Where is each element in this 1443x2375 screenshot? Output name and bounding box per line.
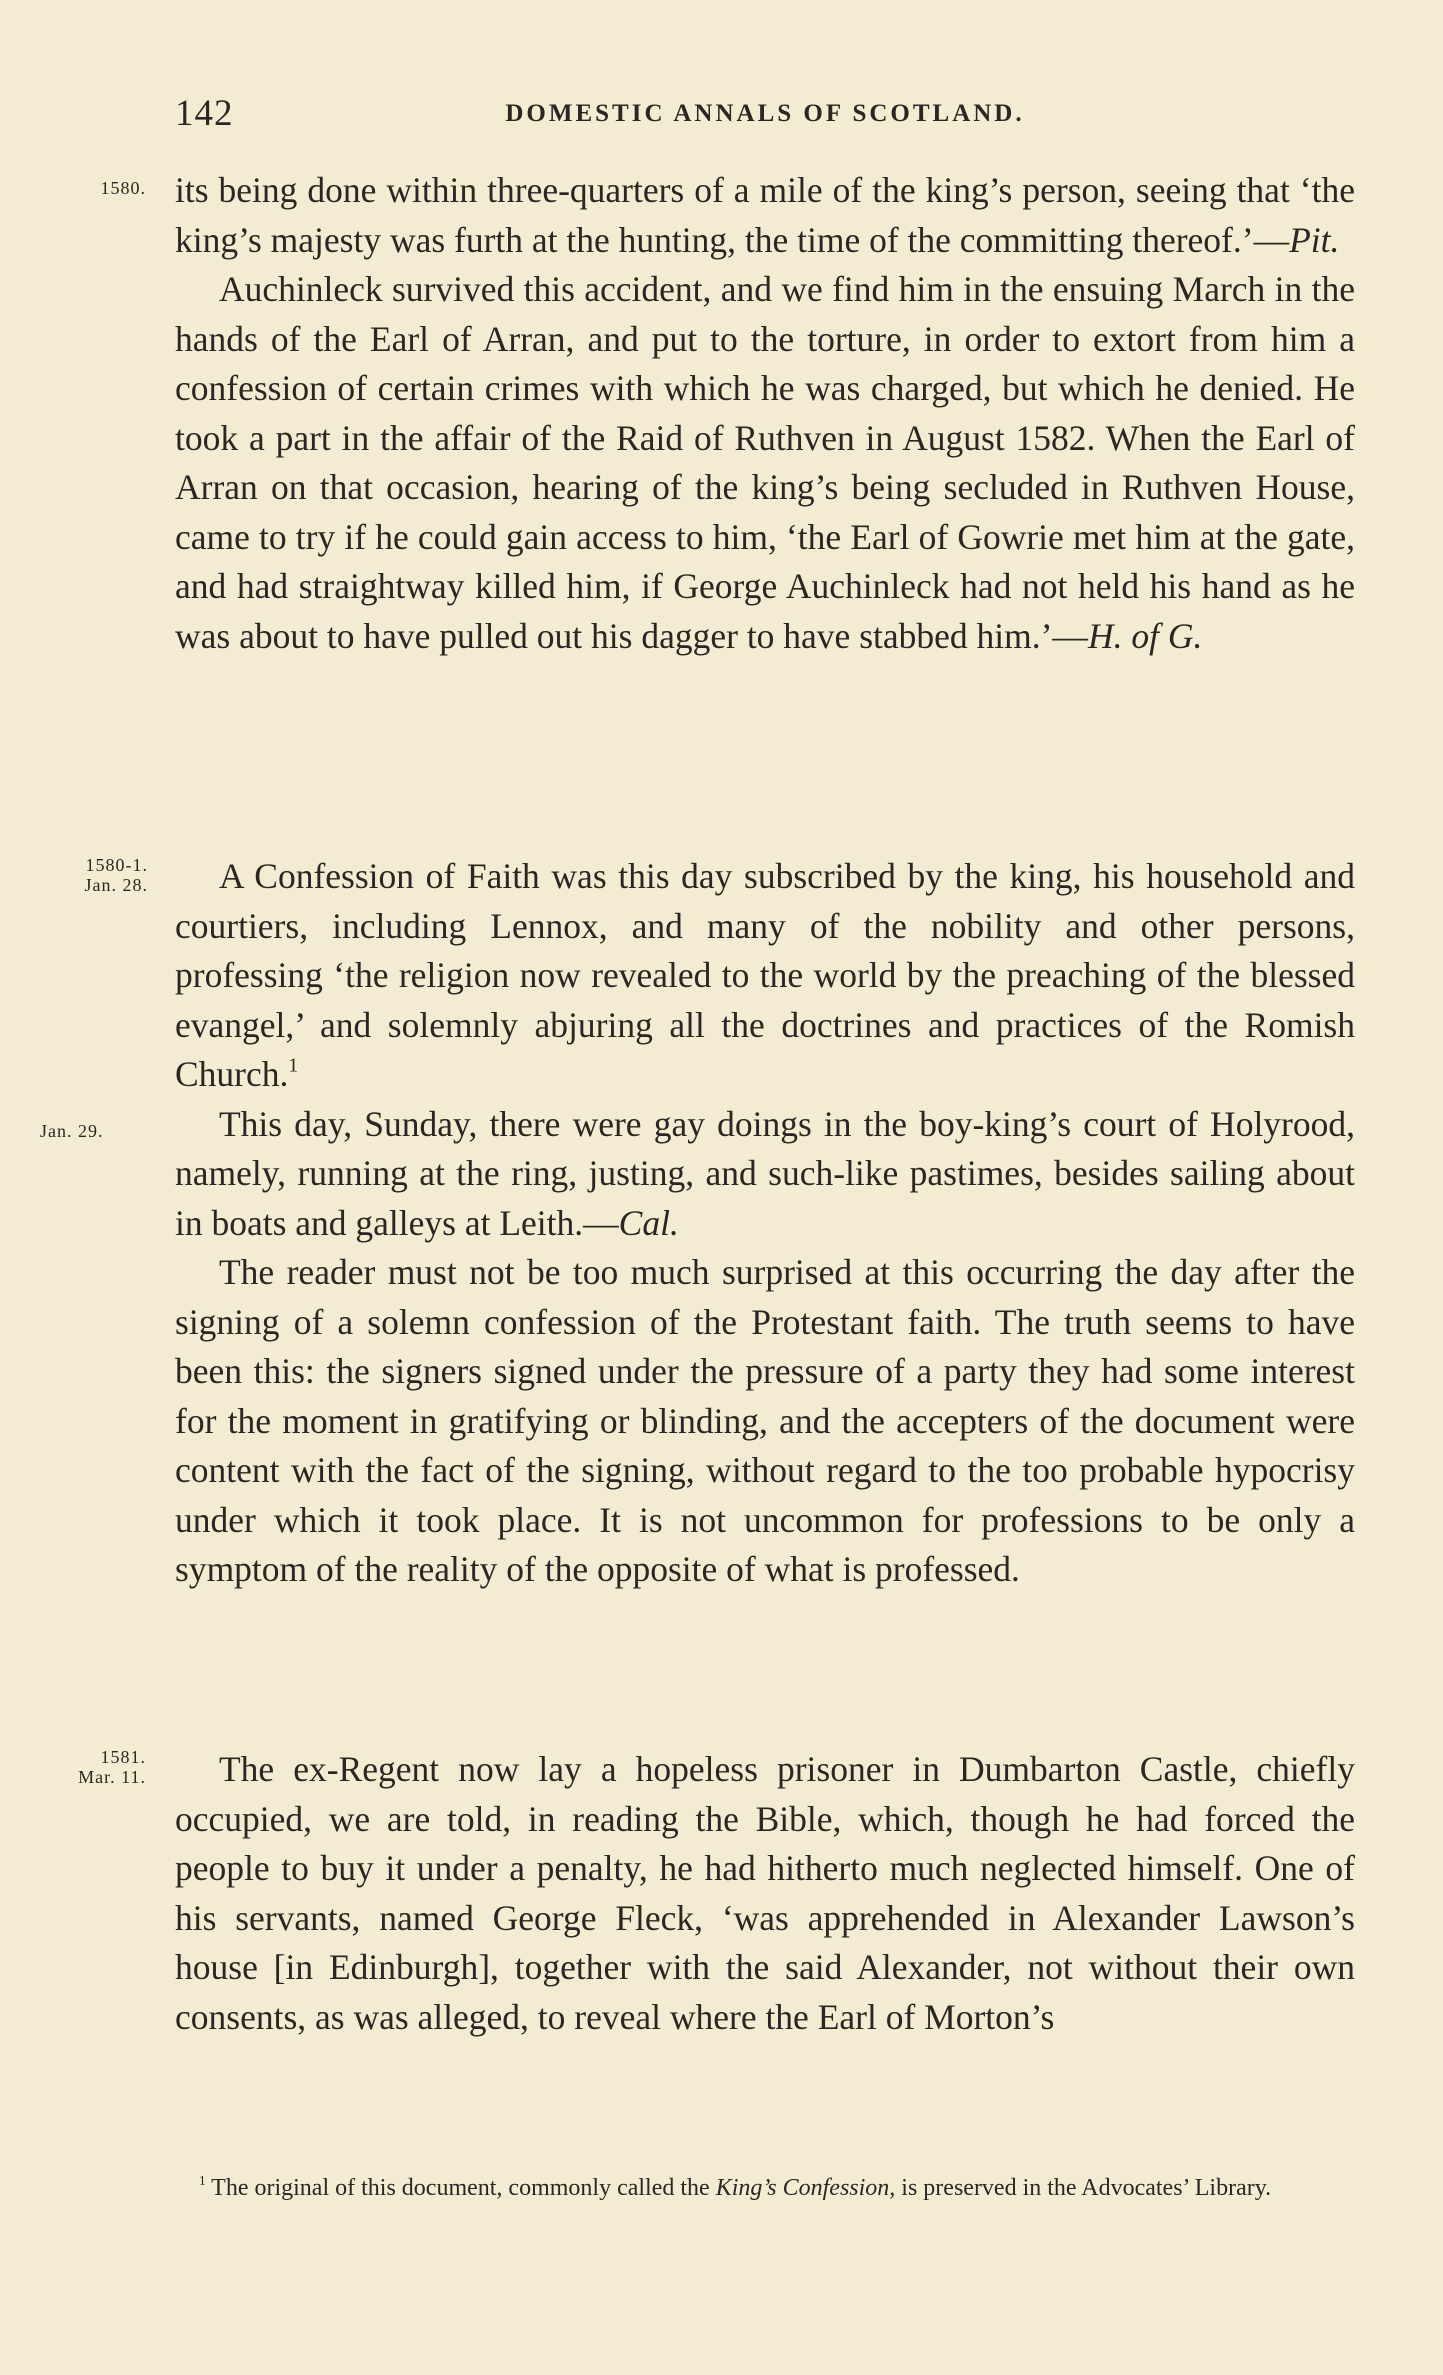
margin-date-1580: 1580. bbox=[100, 178, 146, 198]
paragraph: Auchinleck survived this accident, and we find him in the ensuing March in the hands of the Earl of Arran, and put to the torture, in order to extort from him a confession of certain crimes with which he was charged, but which he denied. He took a part in the affair of the Raid of Ruthven in August 1582. When the Earl of Arran on that occasion, hearing of the king’s being secluded in Ruthven House, came to try if he could gain access to him, ‘the Earl of Gowrie met him at the gate, and had straightway killed him, if George Auchinleck had not held his hand as he was about to have pulled out his dagger to have stabbed him.’—H. of G. bbox=[175, 269, 1355, 656]
margin-date-jan-29: Jan. 29. bbox=[40, 1121, 104, 1141]
running-title: DOMESTIC ANNALS OF SCOTLAND. bbox=[505, 100, 1025, 127]
paragraph: This day, Sunday, there were gay doings in the boy-king’s court of Holyrood, namely, running at the ring, justing, and such-like pastimes, besides sailing about in boats and galleys at Leith.—Cal. bbox=[175, 1103, 1355, 1243]
text-block-1 bbox=[175, 166, 1355, 661]
text-block-2 bbox=[175, 852, 1355, 1595]
paragraph: The reader must not be too much surprised at this occurring the day after the signing of a solemn confession of the Protestant faith. The truth seems to have been this: the signers signed under the pressure of a party they had some interest for the moment in gratifying or blinding, and the accepters of the document were content with the fact of the signing, without regard to the too probable hypocrisy under which it took place. It is not uncommon for professions to be only a symptom of the reality of the opposite of what is professed. bbox=[175, 1252, 1355, 1589]
paragraph: A Confession of Faith was this day subscribed by the king, his household and courtiers, including Lennox, and many of the nobility and other persons, professing ‘the religion now revealed to the world by the preaching of the blessed evangel,’ and solemnly abjuring all the doctrines and practices of the Romish Church.$^1$ bbox=[175, 856, 1355, 1094]
source-citation: Pit. bbox=[1289, 219, 1340, 260]
paragraph: its being done within three-quarters of a mile of the king’s person, seeing that ‘the king’s majesty was furth at the hunting, the time of the committing thereof.’—Pit. bbox=[175, 170, 1355, 260]
source-citation: H. of G. bbox=[1087, 615, 1203, 656]
running-header bbox=[175, 92, 1355, 132]
paragraph: The ex-Regent now lay a hopeless prisoner in Dumbarton Castle, chiefly occupied, we are told, in reading the Bible, which, though he had forced the people to buy it under a penalty, he had hitherto much neglected himself. One of his servants, named George Fleck, ‘was apprehended in Alexander Lawson’s house [in Edinburgh], together with the said Alexander, not without their own consents, as was alleged, to reveal where the Earl of Morton’s bbox=[175, 1749, 1355, 2037]
footnote-text: $^1$ The original of this document, commonly called the King’s Confession, is preserved in the Advocates’ Library. bbox=[199, 2173, 1272, 2201]
margin-date-mar-11: 1581. Mar. 11. bbox=[78, 1747, 146, 1787]
footnote bbox=[175, 2170, 1355, 2206]
page-number: 142 bbox=[175, 93, 234, 134]
margin-date-jan-28: 1580-1. Jan. 28. bbox=[84, 855, 148, 895]
footnote-marker: 1 bbox=[199, 2173, 206, 2189]
source-citation: Cal. bbox=[618, 1202, 679, 1243]
text-block-3 bbox=[175, 1745, 1355, 2042]
footnote-marker: 1 bbox=[288, 1055, 299, 1077]
